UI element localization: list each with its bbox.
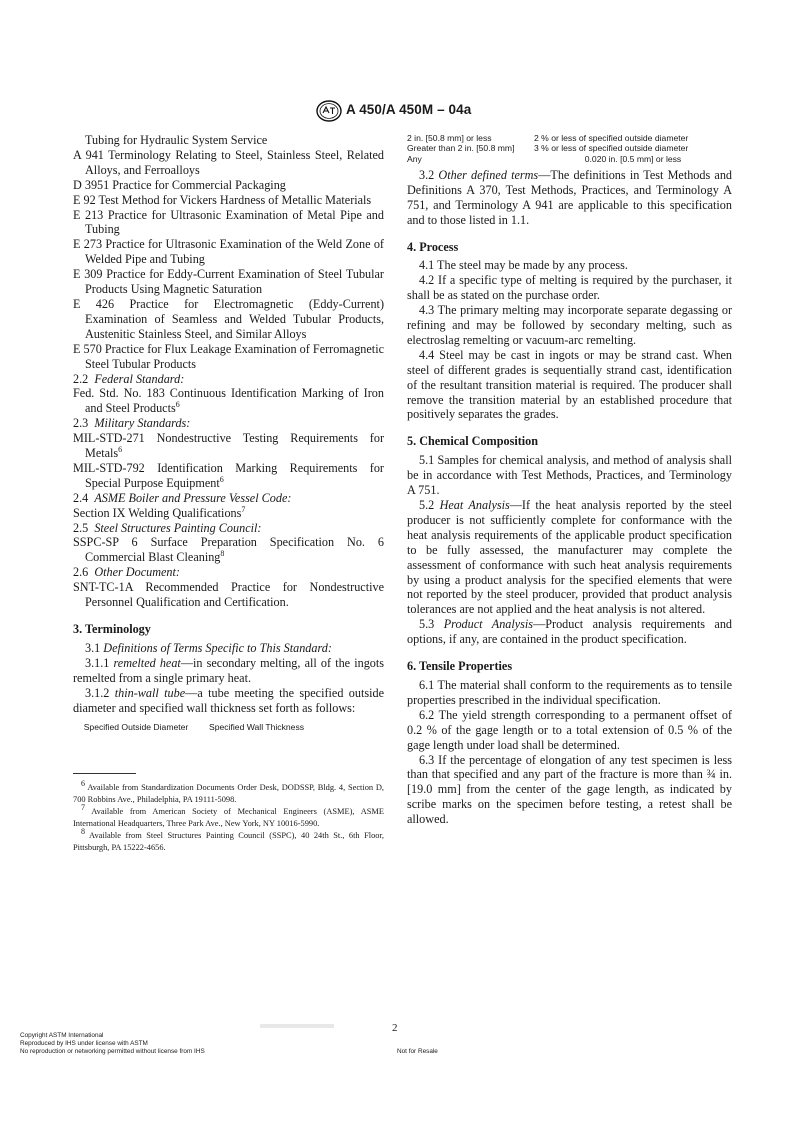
section-2-2-heading: 2.2 Federal Standard: (73, 371, 185, 386)
section-5-1: 5.1 Samples for chemical analysis, and method of analysis shall be in accordance with Test Methods, Practices, and Terminology A 751. (407, 453, 732, 498)
section-4-1: 4.1 The steel may be made by any process. (419, 258, 628, 273)
ref-mil-std-271: MIL-STD-271 Nondestructive Testing Requirements for Metals$^6$ (73, 431, 384, 461)
page-number: 2 (392, 1022, 398, 1034)
footnotes (73, 779, 384, 854)
section-6-heading: 6. Tensile Properties (407, 659, 513, 674)
ref-a941: A 941 Terminology Relating to Steel, Stainless Steel, Related Alloys, and Ferroalloys (73, 147, 384, 177)
page-header (0, 100, 793, 124)
section-5-3: 5.3 Product Analysis—Product analysis requirements and options, if any, are contained in the product specification. (407, 617, 733, 647)
astm-logo-icon (316, 100, 342, 122)
section-6-3: 6.3 If the percentage of elongation of any test specimen is less than that specified and any part of the fracture is more than ¾ in. [19.0 mm] from the center of the gage length, as indicated by scribe marks on the specimen before testing, a retest shall be allowed. (407, 752, 732, 827)
section-5-heading: 5. Chemical Composition (407, 434, 539, 449)
ref-asme-section-ix: Section IX Welding Qualifications$^7$ (73, 504, 246, 520)
copyright-notice: Copyright ASTM International Reproduced by IHS under license with ASTM No reproduction or networking permitted without license from IHS (20, 1032, 205, 1055)
section-6-1: 6.1 The material shall conform to the requirements as to tensile properties prescribed in the individual specification. (407, 677, 732, 707)
table-row: Any 0.020 in. [0.5 mm] or less (407, 153, 682, 164)
left-column (73, 133, 384, 733)
right-column (407, 133, 732, 827)
ref-fed-std-183: Fed. Std. No. 183 Continuous Identification Marking of Iron and Steel Products$^6$ (73, 386, 384, 416)
section-6-2: 6.2 The yield strength corresponding to a permanent offset of 0.2 % of the gage length or to a total extension of 0.5 % of the gage length under load shall be determined. (407, 707, 732, 752)
footnote-divider (73, 773, 136, 774)
ref-e570: E 570 Practice for Flux Leakage Examination of Ferromagnetic Steel Tubular Products (73, 341, 384, 371)
section-2-6-heading: 2.6 Other Document: (73, 565, 180, 580)
section-2-5-heading: 2.5 Steel Structures Painting Council: (73, 520, 262, 535)
ref-continuation: Tubing for Hydraulic System Service (85, 133, 268, 147)
section-3-heading: 3. Terminology (73, 622, 151, 636)
thin-wall-table-body (407, 133, 732, 164)
faded-watermark (260, 1024, 334, 1028)
section-4-2: 4.2 If a specific type of melting is required by the purchaser, it shall be as stated on the purchase order. (407, 273, 732, 303)
section-4-heading: 4. Process (407, 239, 459, 254)
table-header-outside-diameter: Specified Outside Diameter (83, 722, 189, 733)
section-3-2: 3.2 Other defined terms—The definitions in Test Methods and Definitions A 370, Test Methods, Practices, and Terminology A 751, and Terminology A 941 are applicable to this specification and to those listed in 1.1. (407, 167, 733, 227)
section-4-3: 4.3 The primary melting may incorporate separate degassing or refining and may be followed by secondary melting, such as electroslag remelting or vacuum-arc remelting. (407, 303, 732, 347)
footnote-7: $^7$ Available from American Society of Mechanical Engineers (ASME), ASME International Headquarters, Three Park Ave., New York, NY 10016-5990. (73, 803, 384, 828)
footnote-6: $^6$ Available from Standardization Documents Order Desk, DODSSP, Bldg. 4, Section D, 700 Robbins Ave., Philadelphia, PA 19111-5098. (73, 779, 384, 804)
ref-e309: E 309 Practice for Eddy-Current Examination of Steel Tubular Products Using Magnetic Saturation (73, 267, 384, 297)
table-header-wall-thickness: Specified Wall Thickness (209, 722, 305, 733)
table-row: 2 in. [50.8 mm] or less 2 % or less of specified outside diameter (407, 133, 689, 143)
document-title: A 450/A 450M – 04a (346, 102, 472, 117)
ref-sspc-sp6: SSPC-SP 6 Surface Preparation Specification No. 6 Commercial Blast Cleaning$^8$ (73, 535, 384, 565)
section-2-4-heading: 2.4 ASME Boiler and Pressure Vessel Code: (73, 490, 292, 505)
section-5-2: 5.2 Heat Analysis—If the heat analysis reported by the steel producer is not sufficiently complete for conformance with the heat analysis requirements of the applicable product specification to be fully assessed, the manufacturer may complete the assessment of conformance with such heat analysis requirements by using a product analysis for the specified elements that were not reported by the steel producer, provided that product analysis tolerances are not applied and the heat analysis is not altered. (407, 498, 732, 617)
section-2-3-heading: 2.3 Military Standards: (73, 416, 191, 431)
ref-e92: E 92 Test Method for Vickers Hardness of Metallic Materials (73, 192, 372, 207)
section-4-4: 4.4 Steel may be cast in ingots or may be strand cast. When steel of different grades is sequentially strand cast, identification of the resultant transition material is required. The producer shall remove the transition material by an established procedure that positively separates the grades. (407, 347, 732, 422)
not-for-resale-label: Not for Resale (397, 1048, 438, 1055)
thin-wall-table-header (73, 722, 384, 732)
ref-e426: E 426 Practice for Electromagnetic (Eddy-Current) Examination of Seamless and Welded Tubular Products, Austenitic Stainless Steel, and Similar Alloys (73, 296, 384, 341)
table-row: Greater than 2 in. [50.8 mm] 3 % or less of specified outside diameter (407, 143, 689, 154)
ref-snt-tc-1a: SNT-TC-1A Recommended Practice for Nondestructive Personnel Qualification and Certification. (73, 580, 384, 610)
ref-mil-std-792: MIL-STD-792 Identification Marking Requirements for Special Purpose Equipment$^6$ (73, 460, 384, 490)
ref-e273: E 273 Practice for Ultrasonic Examination of the Weld Zone of Welded Pipe and Tubing (73, 237, 384, 267)
section-3-1-2: 3.1.2 thin-wall tube—a tube meeting the specified outside diameter and specified wall thickness set forth as follows: (73, 685, 384, 715)
ref-e213: E 213 Practice for Ultrasonic Examination of Metal Pipe and Tubing (73, 207, 384, 237)
ref-d3951: D 3951 Practice for Commercial Packaging (73, 177, 286, 192)
section-3-1: 3.1 Definitions of Terms Specific to This Standard: (85, 640, 332, 655)
section-3-1-1: 3.1.1 remelted heat—in secondary melting, all of the ingots remelted from a single primary heat. (73, 655, 385, 685)
footnote-8: $^8$ Available from Steel Structures Painting Council (SSPC), 40 24th St., 6th Floor, Pittsburgh, PA 15222-4656. (73, 827, 384, 852)
